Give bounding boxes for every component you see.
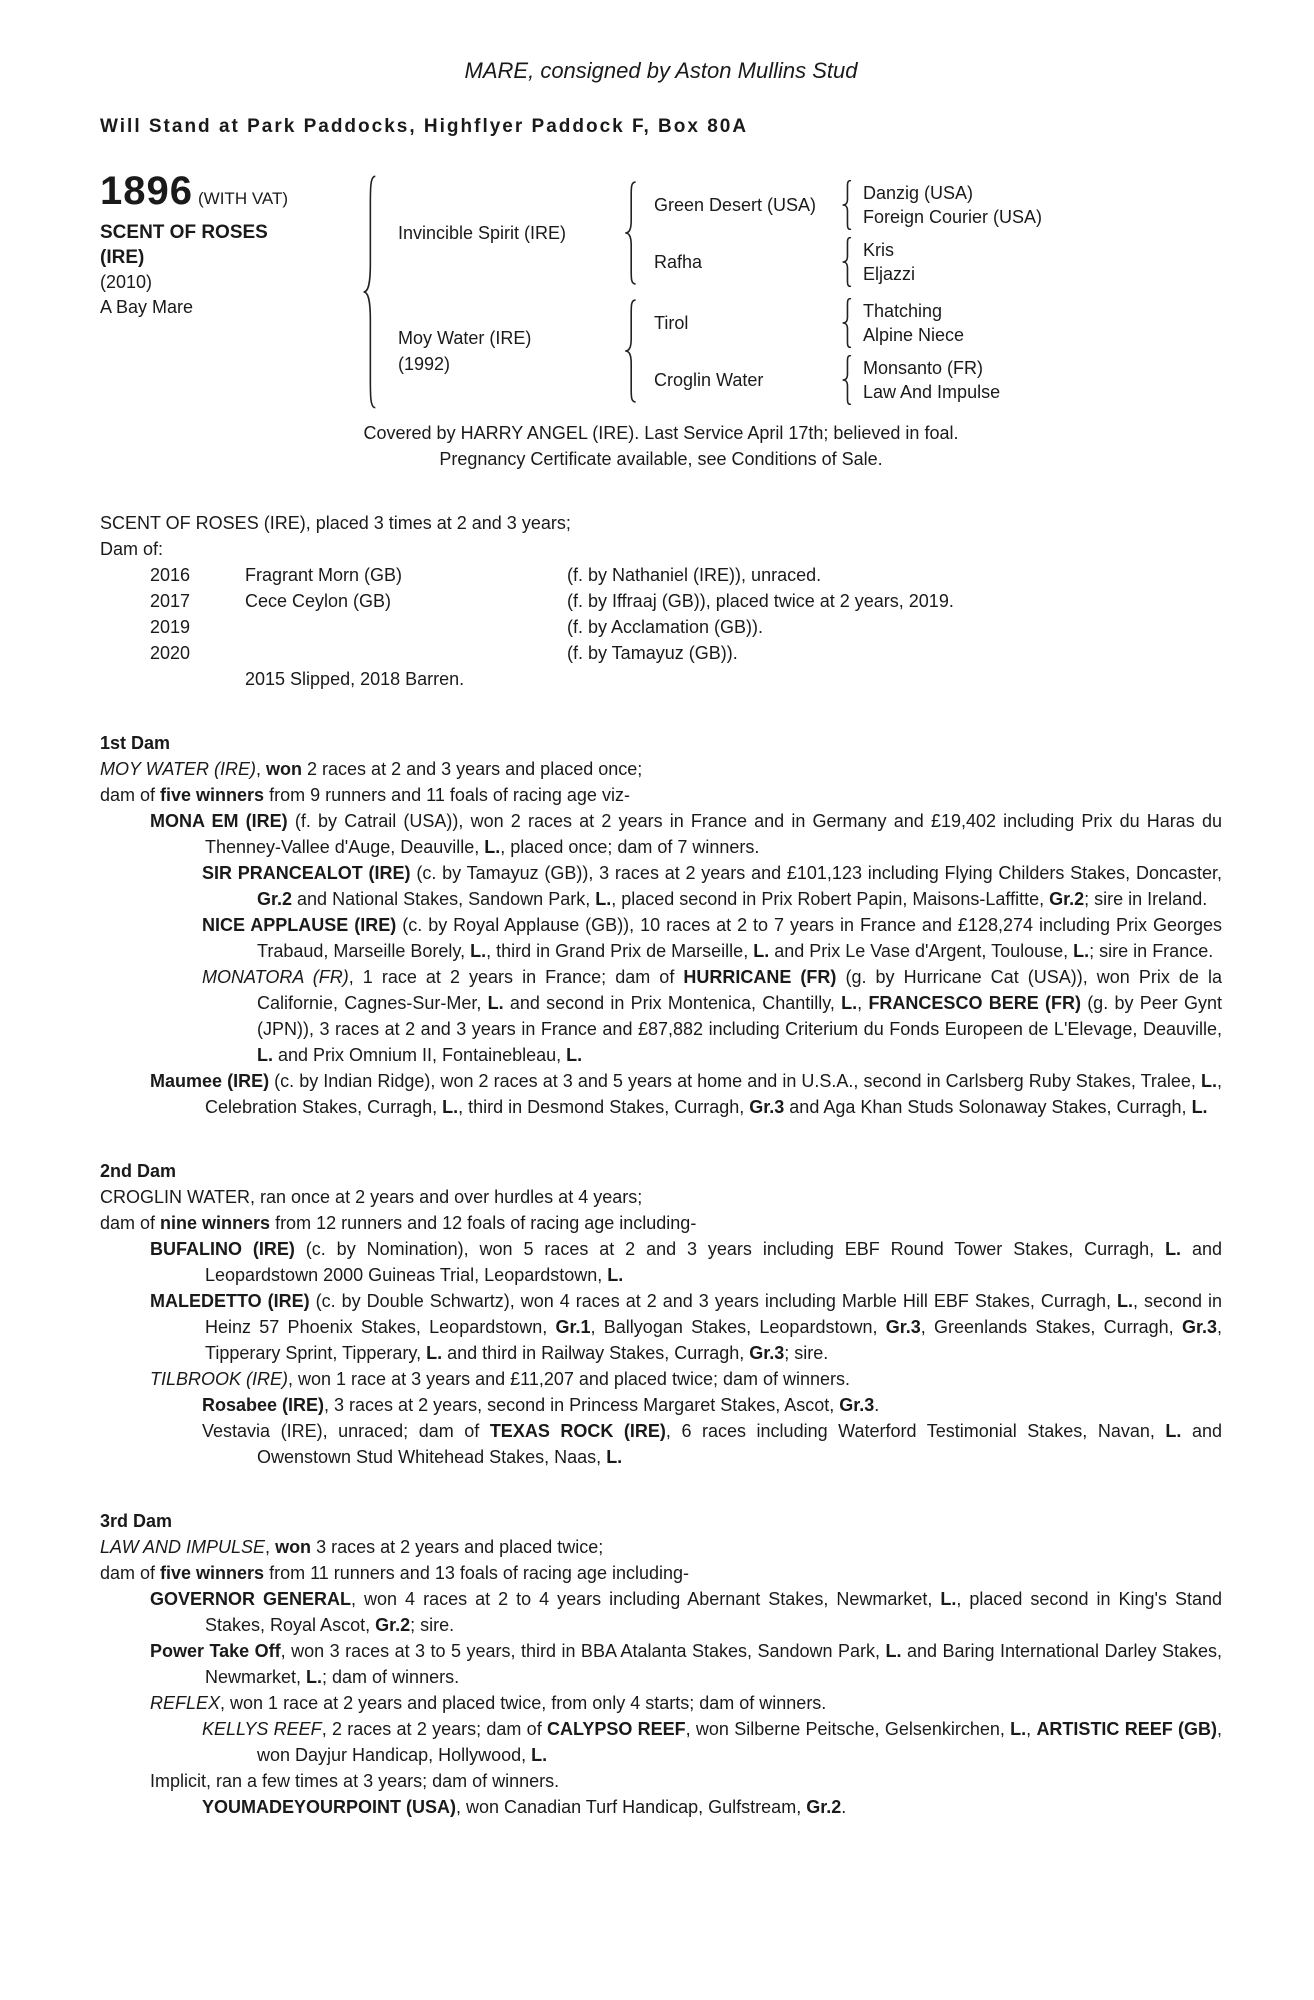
- ancestor-name: Monsanto (FR): [863, 357, 984, 378]
- pedigree-sire-branch: [392, 174, 1222, 292]
- styled-text: Gr.3: [749, 1343, 785, 1363]
- styled-text: L.: [841, 993, 858, 1013]
- styled-text: L.: [1165, 1239, 1182, 1259]
- pedigree-paragraph: SIR PRANCEALOT (IRE) (c. by Tamayuz (GB)), 3 races at 2 years and £101,123 including Flying Childers Stakes, Doncaster, Gr.2 and National Stakes, Sandown Park, L., placed second in Prix Robert Papin, Maisons-Laffitte, Gr.2; sire in Ireland.: [202, 863, 1223, 909]
- pedigree-paragraph: Implicit, ran a few times at 3 years; dam of winners.: [150, 1771, 560, 1791]
- pedigree-paragraph: TILBROOK (IRE), won 1 race at 3 years and £11,207 and placed twice; dam of winners.: [150, 1369, 851, 1389]
- styled-text: L.: [442, 1097, 459, 1117]
- produce-detail: (f. by Tamayuz (GB)).: [567, 643, 738, 663]
- page-title: MARE, consigned by Aston Mullins Stud: [464, 58, 858, 83]
- styled-text: L.: [257, 1045, 273, 1065]
- styled-text: YOUMADEYOURPOINT (USA): [202, 1797, 457, 1817]
- styled-text: L.: [1165, 1421, 1182, 1441]
- styled-text: Gr.1: [555, 1317, 591, 1337]
- pedigree-brace-icon: [622, 299, 638, 403]
- styled-text: CALYPSO REEF: [546, 1719, 686, 1739]
- produce-record: [100, 510, 1222, 692]
- great-grandparents: [863, 238, 915, 286]
- dam-of-label: Dam of:: [100, 539, 164, 559]
- styled-text: L.: [753, 941, 770, 961]
- styled-text: ARTISTIC REEF (GB): [1036, 1719, 1217, 1739]
- styled-text: Gr.3: [839, 1395, 875, 1415]
- colour-sex: A Bay Mare: [100, 297, 194, 317]
- pedigree-paragraph: CROGLIN WATER, ran once at 2 years and over hurdles at 4 years;: [100, 1187, 643, 1207]
- horse-name-suffix: (IRE): [100, 247, 145, 268]
- styled-text: won: [275, 1537, 312, 1557]
- styled-text: NICE APPLAUSE (IRE): [202, 915, 397, 935]
- ancestor-name: Alpine Niece: [863, 324, 965, 345]
- styled-text: L.: [940, 1589, 957, 1609]
- pedigree-brace-icon: [840, 237, 853, 287]
- pedigree-paragraph: MOY WATER (IRE), won 2 races at 2 and 3 years and placed once;: [100, 759, 643, 779]
- styled-text: nine winners: [160, 1213, 271, 1233]
- lot-number: 1896: [100, 169, 193, 213]
- styled-text: TILBROOK (IRE): [150, 1369, 289, 1389]
- pedigree-paragraph: GOVERNOR GENERAL, won 4 races at 2 to 4 years including Abernant Stakes, Newmarket, L., placed second in King's Stand Stakes, Royal Ascot, Gr.2; sire.: [150, 1589, 1222, 1635]
- great-grandparents: [863, 356, 1000, 404]
- styled-text: L.: [607, 1265, 624, 1285]
- styled-text: Gr.3: [749, 1097, 785, 1117]
- styled-text: L.: [1191, 1097, 1208, 1117]
- styled-text: L.: [484, 837, 501, 857]
- ancestor-name: Eljazzi: [863, 263, 916, 284]
- pedigree-brace-icon: [840, 355, 853, 405]
- produce-name: [245, 614, 567, 640]
- styled-text: Power Take Off: [150, 1641, 281, 1661]
- ancestor-name: Thatching: [863, 300, 943, 321]
- pedigree-paragraph: MALEDETTO (IRE) (c. by Double Schwartz), won 4 races at 2 and 3 years including Marble Hill EBF Stakes, Curragh, L., second in Heinz 57 Phoenix Stakes, Leopardstown, Gr.1, Ballyogan Stakes, Leopardstown, Gr.3, Greenlands Stakes, Curragh, Gr.3, Tipperary Sprint, Tipperary, L. and third in Railway Stakes, Curragh, Gr.3; sire.: [150, 1291, 1223, 1363]
- styled-text: KELLYS REEF: [202, 1719, 322, 1739]
- styled-text: L.: [566, 1045, 583, 1065]
- pedigree-dam-branch: [392, 292, 1222, 410]
- pedigree-paragraph: YOUMADEYOURPOINT (USA), won Canadian Turf Handicap, Gulfstream, Gr.2.: [202, 1797, 847, 1817]
- produce-year: 2020: [150, 643, 191, 663]
- pedigree-paragraph: NICE APPLAUSE (IRE) (c. by Royal Applause (GB)), 10 races at 2 to 7 years in France and £128,274 including Prix Georges Trabaud, Marseille Borely, L., third in Grand Prix de Marseille, L. and Prix Le Vase d'Argent, Toulouse, L.; sire in France.: [202, 915, 1222, 961]
- styled-text: L.: [470, 941, 487, 961]
- pedigree-paragraph: LAW AND IMPULSE, won 3 races at 2 years and placed twice;: [100, 1537, 604, 1557]
- styled-text: GOVERNOR GENERAL: [150, 1589, 352, 1609]
- lot-details: [100, 169, 352, 410]
- grandsire-name: Tirol: [654, 312, 689, 333]
- pedigree-tree: [392, 174, 1222, 410]
- produce-row: [100, 588, 1222, 614]
- pedigree-paragraph: BUFALINO (IRE) (c. by Nomination), won 5 races at 2 and 3 years including EBF Round Tower Stakes, Curragh, L. and Leopardstown 2000 Guineas Trial, Leopardstown, L.: [150, 1239, 1222, 1285]
- styled-text: L.: [885, 1641, 902, 1661]
- styled-text: five winners: [160, 1563, 265, 1583]
- styled-text: MONA EM (IRE): [150, 811, 288, 831]
- ancestor-name: Law And Impulse: [863, 381, 1001, 402]
- pedigree-paragraph: Maumee (IRE) (c. by Indian Ridge), won 2 races at 3 and 5 years at home and in U.S.A., second in Carlsberg Ruby Stakes, Tralee, L., Celebration Stakes, Curragh, L., third in Desmond Stakes, Curragh, Gr.3 and Aga Khan Studs Solonaway Stakes, Curragh, L.: [150, 1071, 1222, 1117]
- produce-detail: (f. by Iffraaj (GB)), placed twice at 2 years, 2019.: [567, 591, 954, 611]
- produce-name: [245, 640, 567, 666]
- dam-sections: [100, 730, 1222, 1820]
- dam-grandparents: [654, 294, 1000, 408]
- styled-text: Gr.3: [1181, 1317, 1217, 1337]
- styled-text: Rosabee (IRE): [202, 1395, 325, 1415]
- styled-text: L.: [531, 1745, 548, 1765]
- styled-text: LAW AND IMPULSE: [100, 1537, 266, 1557]
- styled-text: five winners: [160, 785, 265, 805]
- styled-text: L.: [426, 1343, 443, 1363]
- styled-text: Maumee (IRE): [150, 1071, 270, 1091]
- covered-line: Covered by HARRY ANGEL (IRE). Last Service April 17th; believed in foal.: [363, 423, 959, 443]
- lot-number-line: [100, 169, 352, 213]
- dam-cell: [392, 325, 618, 377]
- styled-text: MOY WATER (IRE): [100, 759, 257, 779]
- styled-text: SIR PRANCEALOT (IRE): [202, 863, 411, 883]
- styled-text: L.: [1073, 941, 1090, 961]
- dam-heading: 2nd Dam: [100, 1161, 177, 1181]
- pedigree-paragraph: dam of five winners from 9 runners and 11 foals of racing age viz-: [100, 785, 630, 805]
- dam-heading: 1st Dam: [100, 733, 171, 753]
- styled-text: BUFALINO (IRE): [150, 1239, 295, 1259]
- great-grandparents: [863, 181, 1042, 229]
- pedigree-row: [654, 233, 1042, 290]
- produce-detail: (f. by Acclamation (GB)).: [567, 617, 764, 637]
- pedigree-row: [654, 351, 1000, 408]
- vat-note: (WITH VAT): [198, 189, 289, 208]
- styled-text: Gr.2: [257, 889, 293, 909]
- ancestor-name: Foreign Courier (USA): [863, 206, 1043, 227]
- sire-grandparents: [654, 176, 1042, 290]
- pedigree-paragraph: MONATORA (FR), 1 race at 2 years in France; dam of HURRICANE (FR) (g. by Hurricane Cat (USA)), won Prix de la Californie, Cagnes-Sur-Mer, L. and second in Prix Montenica, Chantilly, L., FRANCESCO BERE (FR) (g. by Peer Gynt (JPN)), 3 races at 2 and 3 years in France and £87,882 including Criterium du Fonds Europeen de L'Elevage, Deauville, L. and Prix Omnium II, Fontainebleau, L.: [202, 967, 1223, 1065]
- produce-row: [100, 640, 1222, 666]
- pedigree-brace-icon: [840, 298, 853, 348]
- ancestor-name: Kris: [863, 239, 894, 260]
- pedigree-paragraph: Power Take Off, won 3 races at 3 to 5 years, third in BBA Atalanta Stakes, Sandown Park, L. and Baring International Darley Stakes, Newmarket, L.; dam of winners.: [150, 1641, 1222, 1687]
- dam-section: [100, 1508, 1222, 1820]
- styled-text: HURRICANE (FR): [683, 967, 837, 987]
- styled-text: L.: [595, 889, 612, 909]
- pedigree-paragraph: dam of five winners from 11 runners and 13 foals of racing age including-: [100, 1563, 689, 1583]
- produce-row: [100, 614, 1222, 640]
- dam-section: [100, 730, 1222, 1120]
- styled-text: MONATORA (FR): [202, 967, 349, 987]
- dam-section: [100, 1158, 1222, 1470]
- pedigree-brace-icon: [840, 180, 853, 230]
- pedigree-brace-icon: [360, 174, 378, 410]
- styled-text: REFLEX: [150, 1693, 221, 1713]
- styled-text: Gr.3: [885, 1317, 921, 1337]
- styled-text: L.: [487, 993, 504, 1013]
- styled-text: MALEDETTO (IRE): [150, 1291, 310, 1311]
- pedigree-paragraph: dam of nine winners from 12 runners and 12 foals of racing age including-: [100, 1213, 697, 1233]
- styled-text: Gr.2: [375, 1615, 411, 1635]
- pedigree-row: [654, 294, 1000, 351]
- granddam-name: Croglin Water: [654, 369, 764, 390]
- styled-text: L.: [1116, 1291, 1133, 1311]
- foaling-year: (2010): [100, 272, 153, 292]
- pedigree-paragraph: Vestavia (IRE), unraced; dam of TEXAS ROCK (IRE), 6 races including Waterford Testimonial Stakes, Navan, L. and Owenstown Stud Whitehead Stakes, Naas, L.: [202, 1421, 1222, 1467]
- sire-name: Invincible Spirit (IRE): [398, 223, 567, 243]
- produce-note: 2015 Slipped, 2018 Barren.: [245, 669, 465, 689]
- produce-name: Cece Ceylon (GB): [245, 591, 392, 611]
- great-grandparents: [863, 299, 964, 347]
- pedigree-block: [100, 169, 1222, 410]
- pedigree-paragraph: Rosabee (IRE), 3 races at 2 years, second in Princess Margaret Stakes, Ascot, Gr.3.: [202, 1395, 880, 1415]
- dam-year: (1992): [398, 354, 451, 374]
- pedigree-brace-icon: [622, 181, 638, 285]
- pregnancy-certificate-line: Pregnancy Certificate available, see Conditions of Sale.: [439, 449, 883, 469]
- stand-location-line: Will Stand at Park Paddocks, Highflyer Paddock F, Box 80A: [100, 116, 749, 137]
- styled-text: L.: [1010, 1719, 1027, 1739]
- styled-text: Gr.2: [1049, 889, 1085, 909]
- produce-year: 2016: [150, 565, 191, 585]
- pedigree-row: [654, 176, 1042, 233]
- produce-row: [100, 562, 1222, 588]
- styled-text: L.: [1200, 1071, 1217, 1091]
- pedigree-paragraph: KELLYS REEF, 2 races at 2 years; dam of CALYPSO REEF, won Silberne Peitsche, Gelsenkirchen, L., ARTISTIC REEF (GB), won Dayjur Handicap, Hollywood, L.: [202, 1719, 1222, 1765]
- horse-name: SCENT OF ROSES: [100, 222, 268, 243]
- styled-text: FRANCESCO BERE (FR): [868, 993, 1081, 1013]
- styled-text: L.: [606, 1447, 623, 1467]
- dam-heading: 3rd Dam: [100, 1511, 173, 1531]
- sire-cell: [392, 220, 618, 246]
- produce-year: 2019: [150, 617, 191, 637]
- produce-year: 2017: [150, 591, 191, 611]
- granddam-name: Rafha: [654, 251, 703, 272]
- styled-text: won: [266, 759, 303, 779]
- produce-name: Fragrant Morn (GB): [245, 565, 403, 585]
- styled-text: TEXAS ROCK (IRE): [489, 1421, 666, 1441]
- pedigree-paragraph: MONA EM (IRE) (f. by Catrail (USA)), won 2 races at 2 years in France and in Germany and £19,402 including Prix du Haras du Thenney-Vallee d'Auge, Deauville, L., placed once; dam of 7 winners.: [150, 811, 1223, 857]
- mare-race-record: SCENT OF ROSES (IRE), placed 3 times at 2 and 3 years;: [100, 513, 571, 533]
- styled-text: L.: [306, 1667, 323, 1687]
- grandsire-name: Green Desert (USA): [654, 194, 817, 215]
- styled-text: Gr.2: [806, 1797, 842, 1817]
- produce-detail: (f. by Nathaniel (IRE)), unraced.: [567, 565, 822, 585]
- dam-name: Moy Water (IRE): [398, 328, 532, 348]
- ancestor-name: Danzig (USA): [863, 182, 974, 203]
- pedigree-paragraph: REFLEX, won 1 race at 2 years and placed twice, from only 4 starts; dam of winners.: [150, 1693, 827, 1713]
